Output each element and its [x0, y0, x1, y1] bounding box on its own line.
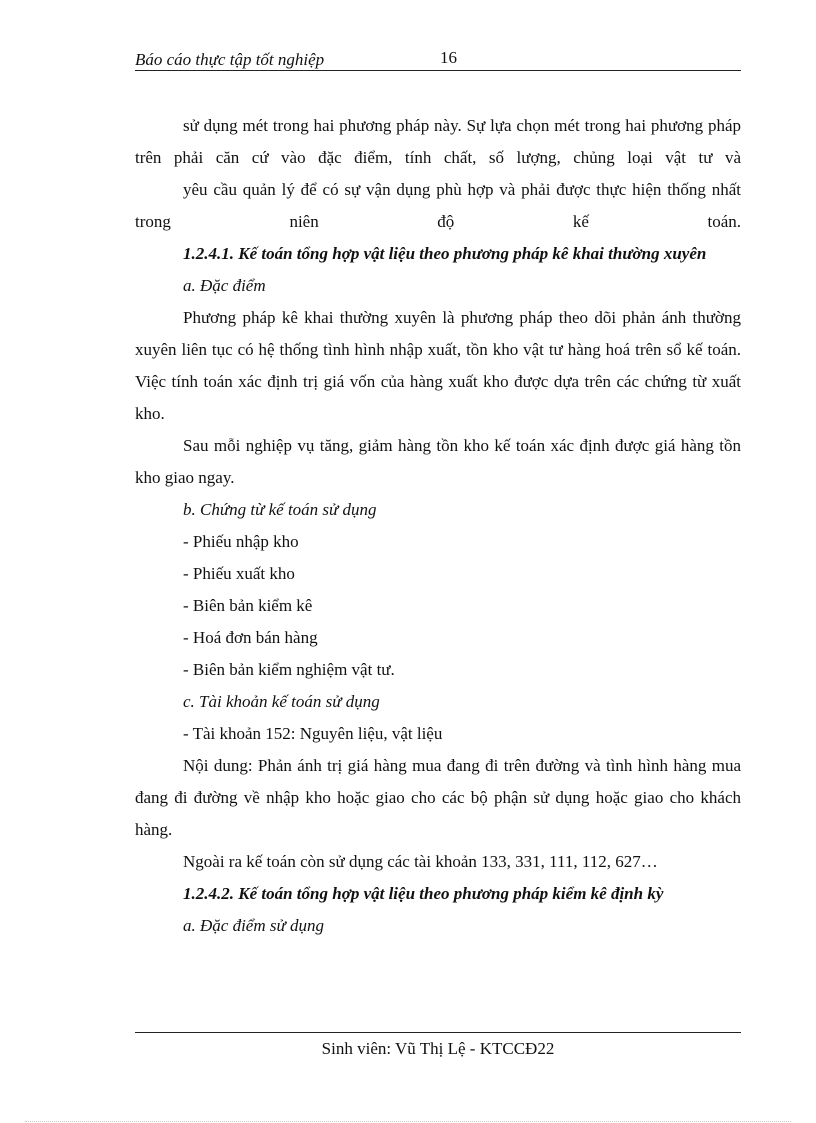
paragraph-c-1: Nội dung: Phản ánh trị giá hàng mua đang đi trên đường và tình hình hàng mua đang đi đường về nhập kho hoặc giao cho các bộ phận sử dụng hoặc giao cho khách hàng.	[135, 756, 741, 839]
subheading-a2: a. Đặc điểm sử dụng	[183, 916, 325, 935]
list-item: - Biên bản kiểm nghiệm vật tư.	[183, 660, 395, 679]
page-footer	[135, 1032, 741, 1059]
page-bottom-divider	[25, 1121, 791, 1122]
student-info: Sinh viên: Vũ Thị Lệ - KTCCĐ22	[321, 1039, 555, 1058]
section-heading-1-2-4-1: 1.2.4.1. Kế toán tổng hợp vật liệu theo phương pháp kê khai thường xuyên	[183, 244, 707, 263]
paragraph-intro-2: yêu cầu quản lý để có sự vận dụng phù hợp và phải được thực hiện thống nhất trong niên độ kế toán.	[135, 180, 741, 231]
section-heading-1-2-4-2: 1.2.4.2. Kế toán tổng hợp vật liệu theo phương pháp kiểm kê định kỳ	[183, 884, 664, 903]
subheading-b: b. Chứng từ kế toán sử dụng	[183, 500, 377, 519]
list-item: - Tài khoản 152: Nguyên liệu, vật liệu	[183, 724, 443, 743]
page-header	[135, 48, 741, 71]
list-item: - Biên bản kiểm kê	[183, 596, 313, 615]
subheading-a: a. Đặc điểm	[183, 276, 266, 295]
page-number: 16	[440, 48, 457, 67]
document-body	[135, 110, 741, 942]
list-item: - Phiếu nhập kho	[183, 532, 299, 551]
list-item: - Phiếu xuất kho	[183, 564, 295, 583]
subheading-c: c. Tài khoản kế toán sử dụng	[183, 692, 380, 711]
list-item: - Hoá đơn bán hàng	[183, 628, 318, 647]
paragraph-a-1: Phương pháp kê khai thường xuyên là phương pháp theo dõi phản ánh thường xuyên liên tục có hệ thống tình hình nhập xuất, tồn kho vật tư hàng hoá trên sổ kế toán. Việc tính toán xác định trị giá vốn của hàng xuất kho được dựa trên các chứng từ xuất kho.	[135, 308, 741, 423]
paragraph-a-2: Sau mỗi nghiệp vụ tăng, giảm hàng tồn kho kế toán xác định được giá hàng tồn kho giao ngay.	[135, 436, 741, 487]
paragraph-intro-1: sử dụng mét trong hai phương pháp này. Sự lựa chọn mét trong hai phương pháp trên phải căn cứ vào đặc điểm, tính chất, số lượng, chủng loại vật tư và	[135, 116, 741, 167]
paragraph-c-2: Ngoài ra kế toán còn sử dụng các tài khoản 133, 331, 111, 112, 627…	[183, 852, 658, 871]
report-title: Báo cáo thực tập tốt nghiệp	[135, 50, 325, 69]
